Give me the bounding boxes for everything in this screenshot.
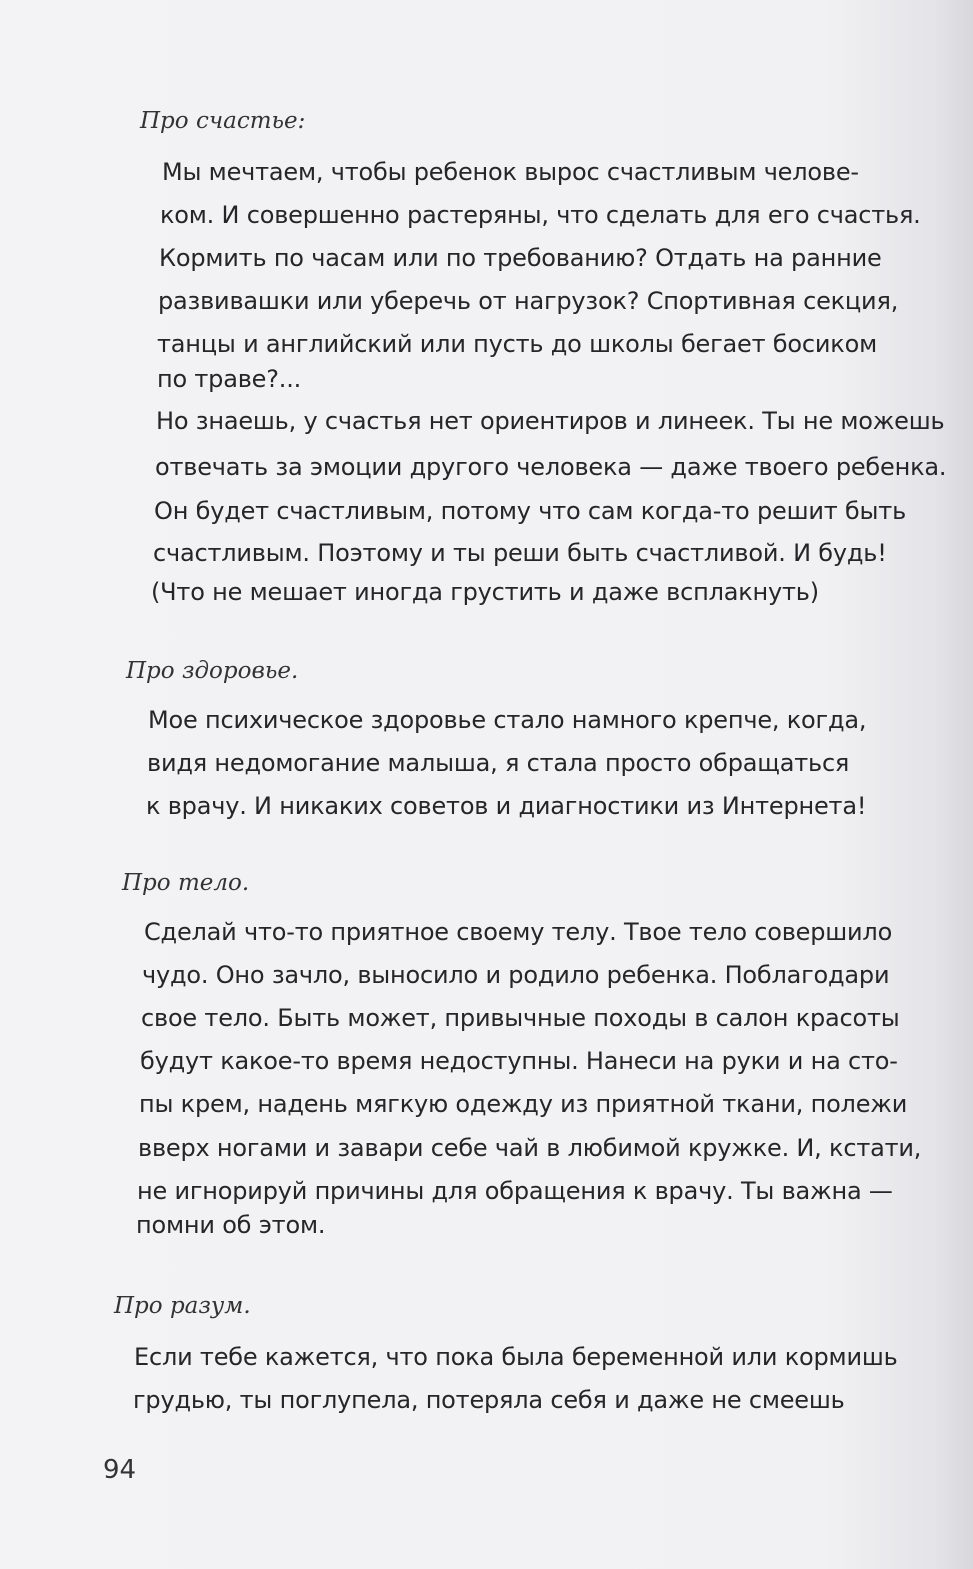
paragraph-line: по траве?... [157,365,302,393]
paragraph-line: будут какое-то время недоступны. Нанеси на руки и на сто- [140,1047,898,1075]
paragraph-line: грудью, ты поглупела, потеряла себя и даже не смеешь [133,1386,845,1414]
section-heading-body: Про тело. [122,870,250,896]
paragraph-line: к врачу. И никаких советов и диагностики из Интернета! [146,792,867,820]
section-heading-happiness: Про счастье: [140,108,306,134]
section-heading-health: Про здоровье. [126,658,299,684]
page-number: 94 [103,1455,137,1485]
paragraph-line: Мы мечтаем, чтобы ребенок вырос счастливым челове- [162,158,859,186]
section-heading-mind: Про разум. [114,1293,251,1319]
paragraph-line: свое тело. Быть может, привычные походы в салон красоты [141,1004,900,1032]
paragraph-line: ком. И совершенно растеряны, что сделать для его счастья. [160,201,921,229]
paragraph-line: не игнорируй причины для обращения к врачу. Ты важна — [137,1177,893,1205]
paragraph-line: вверх ногами и завари себе чай в любимой кружке. И, кстати, [138,1134,922,1162]
paragraph-line: (Что не мешает иногда грустить и даже всплакнуть) [151,578,819,606]
paragraph-line: Сделай что-то приятное своему телу. Твое тело совершило [144,918,893,946]
paragraph-line: Если тебе кажется, что пока была беременной или кормишь [134,1343,898,1371]
paragraph-line: видя недомогание малыша, я стала просто обращаться [147,749,850,777]
paragraph-line: Но знаешь, у счастья нет ориентиров и линеек. Ты не можешь [156,407,945,435]
paragraph-line: счастливым. Поэтому и ты реши быть счастливой. И будь! [153,539,887,567]
paragraph-line: помни об этом. [136,1211,326,1239]
paragraph-line: развивашки или уберечь от нагрузок? Спортивная секция, [158,287,899,315]
paragraph-line: Мое психическое здоровье стало намного крепче, когда, [148,706,867,734]
paragraph-line: пы крем, надень мягкую одежду из приятной ткани, полежи [139,1090,908,1118]
paragraph-line: отвечать за эмоции другого человека — даже твоего ребенка. [155,453,947,481]
paragraph-line: Он будет счастливым, потому что сам когда-то решит быть [154,497,907,525]
paragraph-line: Кормить по часам или по требованию? Отдать на ранние [159,244,882,272]
paragraph-line: танцы и английский или пусть до школы бегает босиком [157,330,877,358]
paragraph-line: чудо. Оно зачло, выносило и родило ребенка. Поблагодари [142,961,890,989]
